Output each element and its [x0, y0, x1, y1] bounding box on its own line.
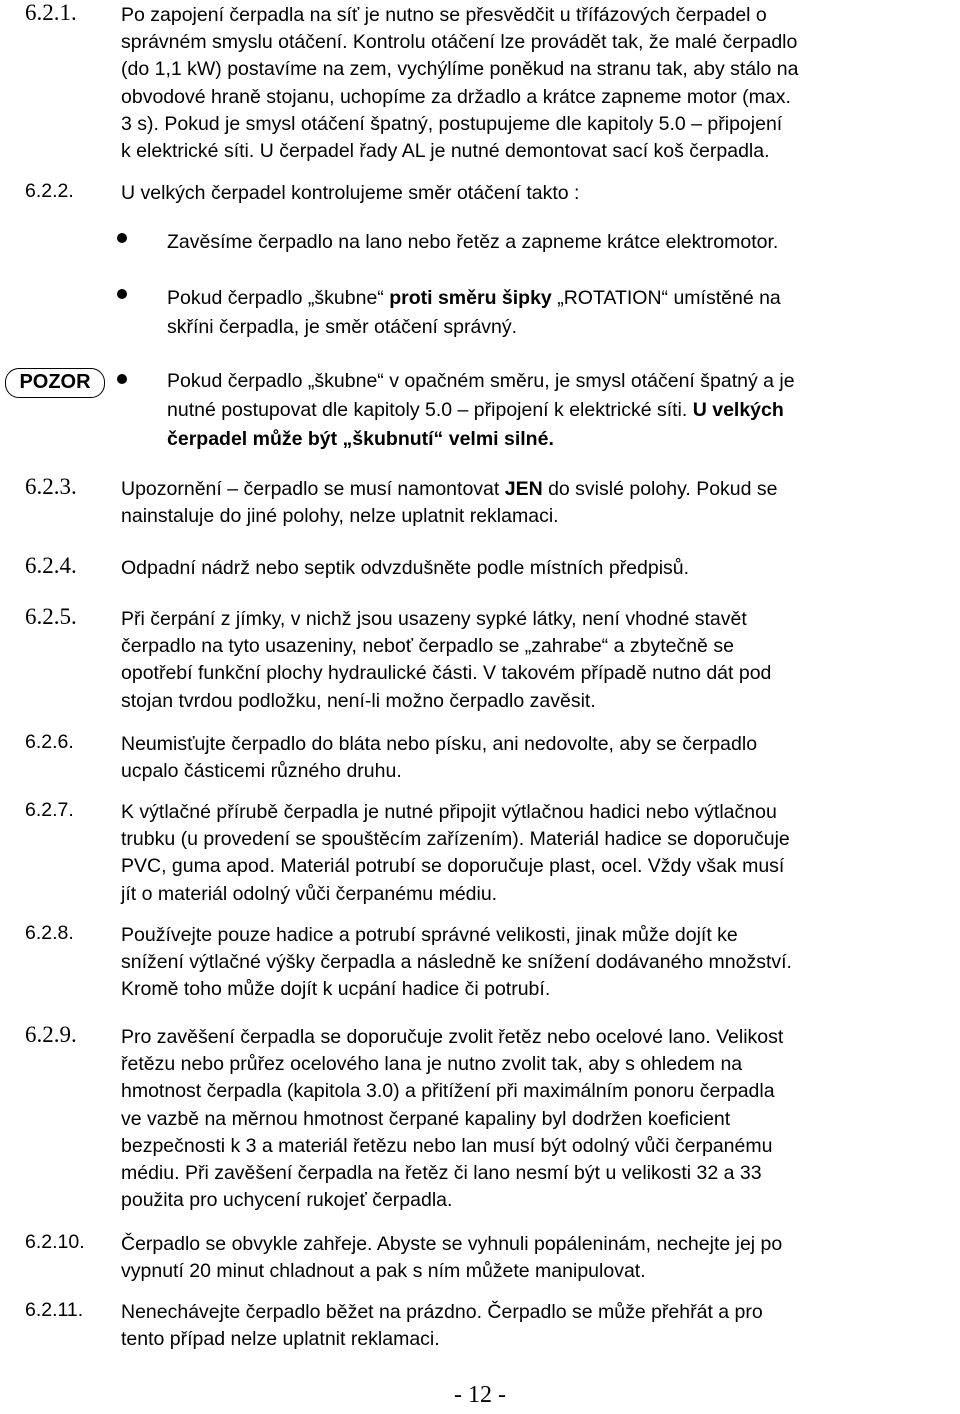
text-line: (do 1,1 kW) postavíme na zem, vychýlíme poněkud na stranu tak, aby stálo na [121, 58, 799, 81]
section-6-2-3 [25, 476, 936, 530]
section-text [121, 1024, 936, 1214]
text-line: Používejte pouze hadice a potrubí správné velikosti, jinak může dojít ke [121, 924, 738, 946]
section-number: 6.2.10. [25, 1231, 85, 1253]
text-line: Pro zavěšení čerpadla se doporučuje zvolit řetěz nebo ocelové lano. Velikost [121, 1026, 784, 1048]
text-segment: „ROTATION“ umístěné na [551, 287, 781, 309]
section-text [121, 1299, 936, 1353]
section-number: 6.2.1. [25, 0, 77, 25]
section-number: 6.2.3. [25, 474, 77, 499]
bold-text: JEN [504, 478, 543, 500]
text-line: tento případ nelze uplatnit reklamaci. [121, 1328, 440, 1351]
section-text [121, 2, 936, 165]
text-line: K výtlačné přírubě čerpadla je nutné připojit výtlačnou hadici nebo výtlačnou [121, 801, 777, 823]
section-text [121, 555, 936, 582]
text-line: jít o materiál odolný vůči čerpanému médiu. [121, 882, 498, 905]
text-line: Odpadní nádrž nebo septik odvzdušněte podle místních předpisů. [121, 557, 690, 579]
section-text [121, 1231, 936, 1285]
text-line: nainstaluje do jiné polohy, nelze uplatnit reklamaci. [121, 505, 559, 528]
text-line [121, 476, 936, 503]
text-line: U velkých čerpadel kontrolujeme směr otáčení takto : [121, 182, 580, 204]
bullet-item [167, 228, 936, 257]
bullet-item [167, 367, 936, 454]
section-6-2-1 [25, 2, 936, 165]
section-number: 6.2.9. [25, 1022, 77, 1047]
text-line: Kromě toho může dojít k ucpání hadice či potrubí. [121, 978, 551, 1001]
text-line: správném smyslu otáčení. Kontrolu otáčení lze provádět tak, že malé čerpadlo [121, 31, 798, 54]
section-6-2-5 [25, 606, 936, 715]
section-number: 6.2.8. [25, 922, 74, 944]
text-line: hmotnost čerpadla (kapitola 3.0) a přitížení při maximálním ponoru čerpadla [121, 1080, 775, 1103]
text-line: médiu. Při zavěšení čerpadla na řetěz či lano nesmí být u velikosti 32 a 33 [121, 1162, 762, 1185]
text-line: obvodové hraně stojanu, uchopíme za držadlo a krátce zapneme motor (max. [121, 85, 791, 108]
text-line: stojan tvrdou podložku, není-li možno čerpadlo zavěsit. [121, 689, 596, 712]
section-6-2-2 [25, 180, 936, 207]
text-line: Pokud čerpadlo „škubne“ v opačném směru, je smysl otáčení špatný a je [167, 370, 795, 392]
bold-text: proti směru šipky [389, 287, 552, 309]
section-6-2-9 [25, 1024, 936, 1214]
bullet-dot [117, 374, 127, 384]
text-line: skříni čerpadla, je směr otáčení správný. [167, 316, 518, 338]
text-segment: Pokud čerpadlo „škubne“ [167, 287, 390, 309]
text-line: k elektrické síti. U čerpadel řady AL je nutné demontovat sací koš čerpadla. [121, 140, 770, 163]
text-line: vypnutí 20 minut chladnout a pak s ním můžete manipulovat. [121, 1260, 646, 1283]
text-line: Při čerpání z jímky, v nichž jsou usazeny sypké látky, není vhodné stavět [121, 608, 747, 630]
text-segment: do svislé polohy. Pokud se [542, 478, 778, 500]
text-line: PVC, guma apod. Materiál potrubí se doporučuje plast, ocel. Vždy však musí [121, 855, 785, 878]
section-text [121, 606, 936, 715]
bold-text: U velkých [692, 399, 784, 421]
section-6-2-4 [25, 555, 936, 582]
section-6-2-11 [25, 1299, 936, 1353]
text-line: čerpadlo na tyto usazeniny, neboť čerpadlo se „zahrabe“ a zbytečně se [121, 635, 734, 658]
section-number: 6.2.2. [25, 180, 74, 202]
text-line: použita pro uchycení rukojeť čerpadla. [121, 1189, 453, 1212]
text-line: řetězu nebo průřez ocelového lana je nutno zvolit tak, aby s ohledem na [121, 1053, 743, 1076]
section-number: 6.2.11. [25, 1299, 84, 1321]
section-number: 6.2.6. [25, 731, 74, 753]
text-segment: nutné postupovat dle kapitoly 5.0 – připojení k elektrické síti. [167, 399, 693, 421]
section-6-2-7 [25, 799, 936, 908]
text-line: Neumisťujte čerpadlo do bláta nebo písku, ani nedovolte, aby se čerpadlo [121, 733, 758, 755]
text-line: Nenechávejte čerpadlo běžet na prázdno. Čerpadlo se může přehřát a pro [121, 1301, 763, 1323]
section-6-2-6 [25, 731, 936, 785]
text-line: Po zapojení čerpadla na síť je nutno se přesvědčit u třífázových čerpadel o [121, 4, 767, 26]
text-line: snížení výtlačné výšky čerpadla a následně ke snížení dodávaného množství. [121, 951, 792, 974]
section-text [121, 922, 936, 1004]
text-line: 3 s). Pokud je smysl otáčení špatný, postupujeme dle kapitoly 5.0 – připojení [121, 112, 783, 135]
section-text [121, 476, 936, 530]
section-number: 6.2.7. [25, 799, 74, 821]
section-text [121, 799, 936, 908]
text-line: trubku (u provedení se spouštěcím zařízením). Materiál hadice se doporučuje [121, 828, 790, 851]
text-line: Zavěsíme čerpadlo na lano nebo řetěz a zapneme krátce elektromotor. [167, 231, 779, 253]
text-line: Čerpadlo se obvykle zahřeje. Abyste se vyhnuli popáleninám, nechejte jej po [121, 1233, 783, 1255]
bullet-dot [117, 233, 127, 243]
text-segment: Upozornění – čerpadlo se musí namontovat [121, 478, 505, 500]
text-line: ucpalo částicemi různého druhu. [121, 760, 402, 783]
page-number: - 12 - [454, 1382, 506, 1408]
section-intro [121, 180, 936, 207]
section-number: 6.2.4. [25, 553, 77, 578]
text-line: ve vazbě na měrnou hmotnost čerpané kapaliny byl dodržen koeficient [121, 1107, 731, 1130]
section-6-2-10 [25, 1231, 936, 1285]
bold-text: čerpadel může být „škubnutí“ velmi silné. [167, 428, 554, 450]
text-line: bezpečnosti k 3 a materiál řetězu nebo lan musí být odolný vůči čerpanému [121, 1134, 773, 1157]
section-text [121, 731, 936, 785]
section-6-2-8 [25, 922, 936, 1004]
section-number: 6.2.5. [25, 604, 77, 629]
bullet-dot [117, 289, 127, 299]
text-line: opotřebí funkční plochy hydraulické části. V takovém případě nutno dát pod [121, 662, 772, 685]
bullet-item [167, 284, 936, 342]
pozor-warning-badge: POZOR [5, 368, 105, 398]
